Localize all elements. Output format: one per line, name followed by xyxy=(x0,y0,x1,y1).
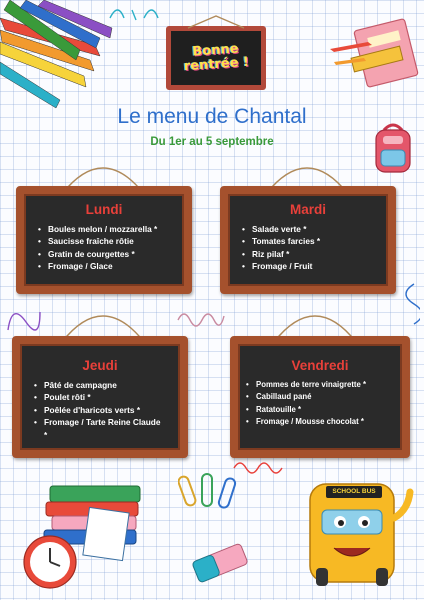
scribble-decoration xyxy=(108,4,168,24)
welcome-sign xyxy=(166,26,266,90)
dish-list xyxy=(238,379,402,429)
sign-string xyxy=(186,14,246,30)
dish-item: • Pâté de campagne xyxy=(34,379,180,391)
scribble-decoration xyxy=(232,456,292,478)
notebook-icon xyxy=(330,14,424,94)
dish-list xyxy=(228,223,388,273)
menu-board-mardi xyxy=(220,186,396,294)
dish-item: • Ratatouille * xyxy=(246,404,402,416)
dish-item: • Gratin de courgettes * xyxy=(38,248,184,260)
eraser-icon xyxy=(188,540,252,586)
welcome-logo-text: Bonne rentrée ! xyxy=(183,41,250,75)
scribble-decoration xyxy=(176,308,226,332)
menu-board-jeudi xyxy=(12,336,188,458)
day-title: Mardi xyxy=(289,202,326,217)
dish-list xyxy=(24,223,184,273)
dish-item: • Boules melon / mozzarella * xyxy=(38,223,184,235)
dish-item: • Cabillaud pané xyxy=(246,391,402,403)
bus-sign: SCHOOL BUS xyxy=(326,486,382,498)
scribble-decoration xyxy=(4,300,44,340)
dish-item: • Poulet rôti * xyxy=(34,391,180,403)
scribble-decoration xyxy=(394,280,420,326)
dish-list xyxy=(20,379,180,441)
day-title: Lundi xyxy=(85,202,123,217)
date-range: Du 1er au 5 septembre xyxy=(150,136,274,148)
dish-item: • Salade verte * xyxy=(242,223,388,235)
dish-item: • Fromage / Mousse chocolat * xyxy=(246,416,402,428)
dish-item: • Fromage / Tarte Reine Claude * xyxy=(34,416,162,441)
menu-board-lundi xyxy=(16,186,192,294)
dish-item: • Tomates farcies * xyxy=(242,235,388,247)
dish-item: • Riz pilaf * xyxy=(242,248,388,260)
page-title: Le menu de Chantal xyxy=(117,105,307,128)
dish-item: • Fromage / Glace xyxy=(38,260,184,272)
dish-item: • Fromage / Fruit xyxy=(242,260,388,272)
day-title: Jeudi xyxy=(82,358,118,373)
menu-board-vendredi xyxy=(230,336,410,458)
dish-item: • Poêlée d'haricots verts * xyxy=(34,404,180,416)
dish-item: • Pommes de terre vinaigrette * xyxy=(246,379,402,391)
dish-item: • Saucisse fraîche rôtie xyxy=(38,235,184,247)
day-title: Vendredi xyxy=(291,358,349,373)
books-clock-icon xyxy=(16,470,146,592)
